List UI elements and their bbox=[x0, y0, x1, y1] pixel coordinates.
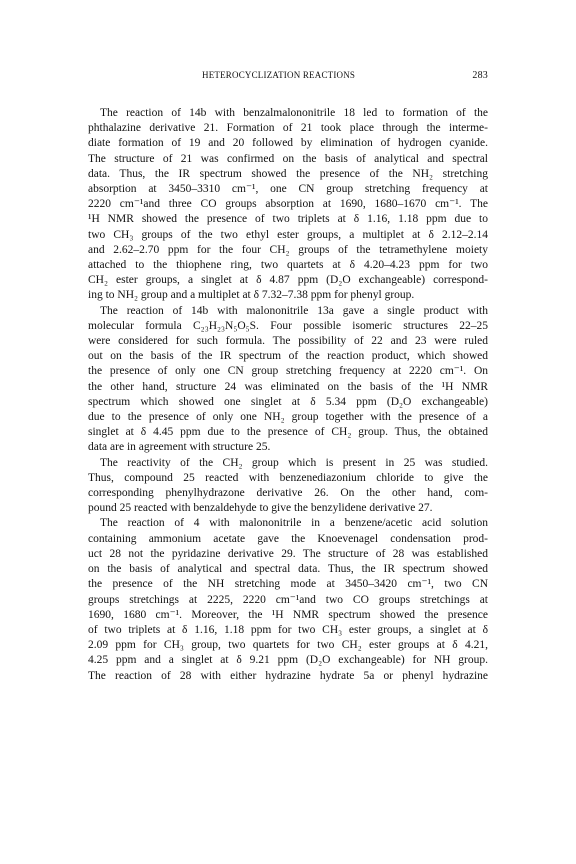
running-title: HETEROCYCLIZATION REACTIONS bbox=[202, 70, 356, 80]
text-line: The reaction of 14b with benzalmalononitrile 18 led to formation of the bbox=[100, 107, 488, 119]
text-line: 2220 cm⁻¹and three CO groups absorption at 1690, 1680–1670 cm⁻¹. The bbox=[88, 198, 488, 211]
running-header bbox=[88, 70, 488, 84]
body-text bbox=[88, 106, 488, 684]
text-line: groups stretchings at 2225, 2220 cm⁻¹and two CO groups stretchings at bbox=[88, 593, 488, 606]
text-line: pound 25 reacted with benzaldehyde to give the benzylidene derivative 27. bbox=[88, 502, 433, 515]
text-line: The structure of 21 was confirmed on the basis of analytical and spectral bbox=[88, 152, 488, 165]
text-line: of two triplets at δ 1.16, 1.18 ppm for two CH₃ ester groups, a singlet at δ bbox=[88, 623, 488, 636]
text-line: diate formation of 19 and 20 followed by elimination of hydrogen cyanide. bbox=[88, 137, 488, 150]
text-line: Thus, compound 25 reacted with benzenediazonium chloride to give the bbox=[88, 471, 488, 484]
text-line: spectrum which showed one singlet at δ 5.34 ppm (D₂O exchangeable) bbox=[88, 395, 488, 408]
text-line: molecular formula C₂₃H₂₃N₅O₅S. Four possible isomeric structures 22–25 bbox=[88, 319, 488, 332]
text-line: on the basis of analytical and spectral data. Thus, the IR spectrum showed bbox=[88, 563, 488, 576]
text-line: data are in agreement with structure 25. bbox=[88, 441, 271, 454]
paragraph-2 bbox=[88, 304, 488, 456]
page-number: 283 bbox=[472, 70, 488, 81]
text-line: 4.25 ppm and a singlet at δ 9.21 ppm (D₂O exchangeable) for NH group. bbox=[88, 654, 488, 667]
paragraph-4 bbox=[88, 516, 488, 683]
text-line: the presence of only one CN group stretching frequency at 2220 cm⁻¹. On bbox=[88, 365, 488, 378]
text-line: The reactivity of the CH₂ group which is present in 25 was studied. bbox=[100, 456, 488, 469]
text-line: singlet at δ 4.45 ppm due to the presence of CH₂ group. Thus, the obtained bbox=[88, 426, 488, 439]
paragraph-3 bbox=[88, 456, 488, 517]
text-line: the presence of the NH stretching mode at 3450–3420 cm⁻¹, two CN bbox=[88, 578, 488, 591]
text-line: phthalazine derivative 21. Formation of 21 took place through the interme- bbox=[88, 122, 488, 135]
text-line: were considered for such formula. The possibility of 22 and 23 were ruled bbox=[88, 335, 488, 348]
text-line: The reaction of 28 with either hydrazine hydrate 5a or phenyl hydrazine bbox=[88, 669, 488, 682]
text-line: the other hand, structure 24 was eliminated on the basis of the ¹H NMR bbox=[88, 380, 488, 393]
text-line: ¹H NMR showed the presence of two triplets at δ 1.16, 1.18 ppm due to bbox=[88, 213, 488, 226]
text-line: CH₂ ester groups, a singlet at δ 4.87 ppm (D₂O exchangeable) correspond- bbox=[88, 274, 488, 287]
text-line: due to the presence of only one NH₂ group together with the presence of a bbox=[88, 411, 488, 424]
text-line: uct 28 not the pyridazine derivative 29. The structure of 28 was established bbox=[88, 547, 488, 560]
text-line: two CH₃ groups of the two ethyl ester groups, a multiplet at δ 2.12–2.14 bbox=[88, 228, 488, 241]
text-line: ing to NH₂ group and a multiplet at δ 7.32–7.38 ppm for phenyl group. bbox=[88, 289, 415, 302]
text-line: corresponding phenylhydrazone derivative 26. On the other hand, com- bbox=[88, 487, 488, 500]
text-line: The reaction of 4 with malononitrile in a benzene/acetic acid solution bbox=[100, 517, 488, 530]
text-line: out on the basis of the IR spectrum of the reaction product, which showed bbox=[88, 350, 488, 363]
paragraph-1 bbox=[88, 106, 488, 304]
text-line: 1690, 1680 cm⁻¹. Moreover, the ¹H NMR spectrum showed the presence bbox=[88, 608, 488, 621]
text-line: and 2.62–2.70 ppm for the four CH₂ groups of the tetramethylene moiety bbox=[88, 243, 488, 256]
text-line: 2.09 ppm for CH₃ group, two quartets for two CH₂ ester groups at δ 4.21, bbox=[88, 639, 488, 652]
text-line: data. Thus, the IR spectrum showed the presence of the NH₂ stretching bbox=[88, 167, 488, 180]
text-line: absorption at 3450–3310 cm⁻¹, one CN group stretching frequency at bbox=[88, 183, 488, 196]
text-line: The reaction of 14b with malononitrile 13a gave a single product with bbox=[100, 304, 488, 317]
text-line: containing ammonium acetate gave the Knoevenagel condensation prod- bbox=[88, 532, 488, 545]
text-line: attached to the thiophene ring, two quartets at δ 4.20–4.23 ppm for two bbox=[88, 259, 488, 272]
